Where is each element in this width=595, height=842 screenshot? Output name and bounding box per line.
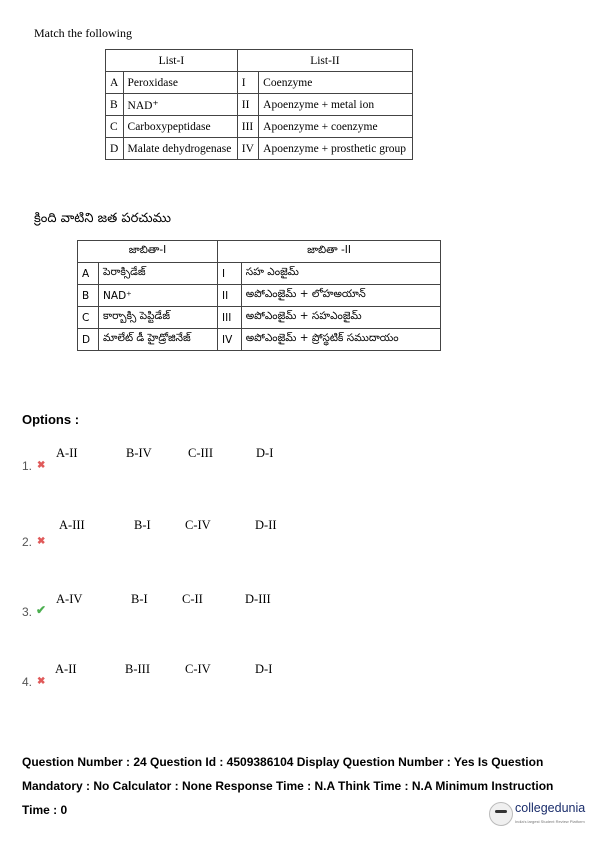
row-letter: C [106, 116, 124, 138]
table-row [78, 285, 441, 307]
row-letter: D [78, 329, 99, 351]
option-b: B-IV [126, 446, 152, 460]
list-2-item: Apoenzyme + prosthetic group [259, 138, 413, 160]
option-c: C-II [182, 592, 203, 606]
list-1-item: కార్బాక్సి పెప్టిడేజ్ [99, 307, 218, 329]
row-letter: B [106, 94, 124, 116]
correct-check-icon: ✔ [36, 603, 47, 617]
list-1-item: మాలేట్ డీ హైడ్రోజినేజ్ [99, 329, 218, 351]
list-2-item: అపోఎంజైమ్ + ప్రోస్థటిక్ సముదాయం [241, 329, 440, 351]
list-1-header-te: జాబితా-I [78, 241, 218, 263]
row-letter: D [106, 138, 124, 160]
option-number: 1. [22, 459, 33, 473]
table-row [106, 116, 413, 138]
wrong-mark-icon: ✖ [37, 536, 46, 547]
list-1-item: Peroxidase [123, 72, 237, 94]
option-a: A-IV [56, 592, 83, 606]
list-2-item: అపోఎంజైమ్ + లోహఅయాన్ [241, 285, 440, 307]
question-instruction-telugu: క్రింది వాటిని జత పరచుము [34, 211, 171, 226]
row-numeral: I [218, 263, 242, 285]
option-3[interactable] [22, 592, 422, 622]
list-2-item: సహ ఎంజైమ్ [241, 263, 440, 285]
list-1-header: List-I [106, 50, 238, 72]
logo-tagline: India's largest Student Review Platform [515, 819, 585, 824]
list-1-item: Malate dehydrogenase [123, 138, 237, 160]
row-numeral: I [237, 72, 258, 94]
row-letter: A [78, 263, 99, 285]
wrong-mark-icon: ✖ [37, 676, 46, 687]
option-b: B-I [131, 592, 148, 606]
question-instruction-en: Match the following [34, 26, 132, 40]
list-2-header: List-II [237, 50, 412, 72]
row-numeral: IV [218, 329, 242, 351]
option-number: 3. [22, 605, 33, 619]
row-numeral: IV [237, 138, 258, 160]
row-letter: C [78, 307, 99, 329]
table-row [106, 72, 413, 94]
table-row [78, 263, 441, 285]
options-label: Options : [22, 412, 80, 427]
table-row [106, 138, 413, 160]
option-2[interactable] [22, 518, 422, 548]
option-d: D-III [245, 592, 271, 606]
option-number: 4. [22, 675, 33, 689]
option-number: 2. [22, 535, 33, 549]
option-b: B-III [125, 662, 150, 676]
list-2-item: Apoenzyme + coenzyme [259, 116, 413, 138]
list-1-item: Carboxypeptidase [123, 116, 237, 138]
match-table-english [105, 49, 413, 160]
logo-name: collegedunia [515, 801, 586, 815]
question-metadata: Question Number : 24 Question Id : 4509386104 Display Question Number : Yes Is Question Mandatory : No Calculator : None Response Time : N.A Think Time : N.A Minimum Instruction Time : 0 [22, 755, 554, 817]
wrong-mark-icon: ✖ [37, 460, 46, 471]
option-c: C-III [188, 446, 213, 460]
option-d: D-I [255, 662, 273, 676]
table-row [106, 94, 413, 116]
option-b: B-I [134, 518, 151, 532]
list-2-item: Coenzyme [259, 72, 413, 94]
row-numeral: II [218, 285, 242, 307]
row-letter: A [106, 72, 124, 94]
option-c: C-IV [185, 662, 211, 676]
match-table-telugu [77, 240, 441, 351]
option-1[interactable] [22, 446, 422, 476]
option-a: A-II [56, 446, 78, 460]
row-numeral: III [218, 307, 242, 329]
list-2-header-te: జాబితా -II [218, 241, 441, 263]
table-row [78, 307, 441, 329]
list-1-item: NAD⁺ [123, 94, 237, 116]
option-d: D-II [255, 518, 277, 532]
option-a: A-III [59, 518, 85, 532]
option-4[interactable] [22, 662, 422, 692]
row-letter: B [78, 285, 99, 307]
option-d: D-I [256, 446, 274, 460]
mascot-icon [489, 802, 513, 826]
option-a: A-II [55, 662, 77, 676]
list-2-item: అపోఎంజైమ్ + సహఎంజైమ్ [241, 307, 440, 329]
row-numeral: III [237, 116, 258, 138]
list-1-item: NAD⁺ [99, 285, 218, 307]
list-1-item: పెరాక్సిడేజ్ [99, 263, 218, 285]
table-row [78, 329, 441, 351]
list-2-item: Apoenzyme + metal ion [259, 94, 413, 116]
option-c: C-IV [185, 518, 211, 532]
row-numeral: II [237, 94, 258, 116]
